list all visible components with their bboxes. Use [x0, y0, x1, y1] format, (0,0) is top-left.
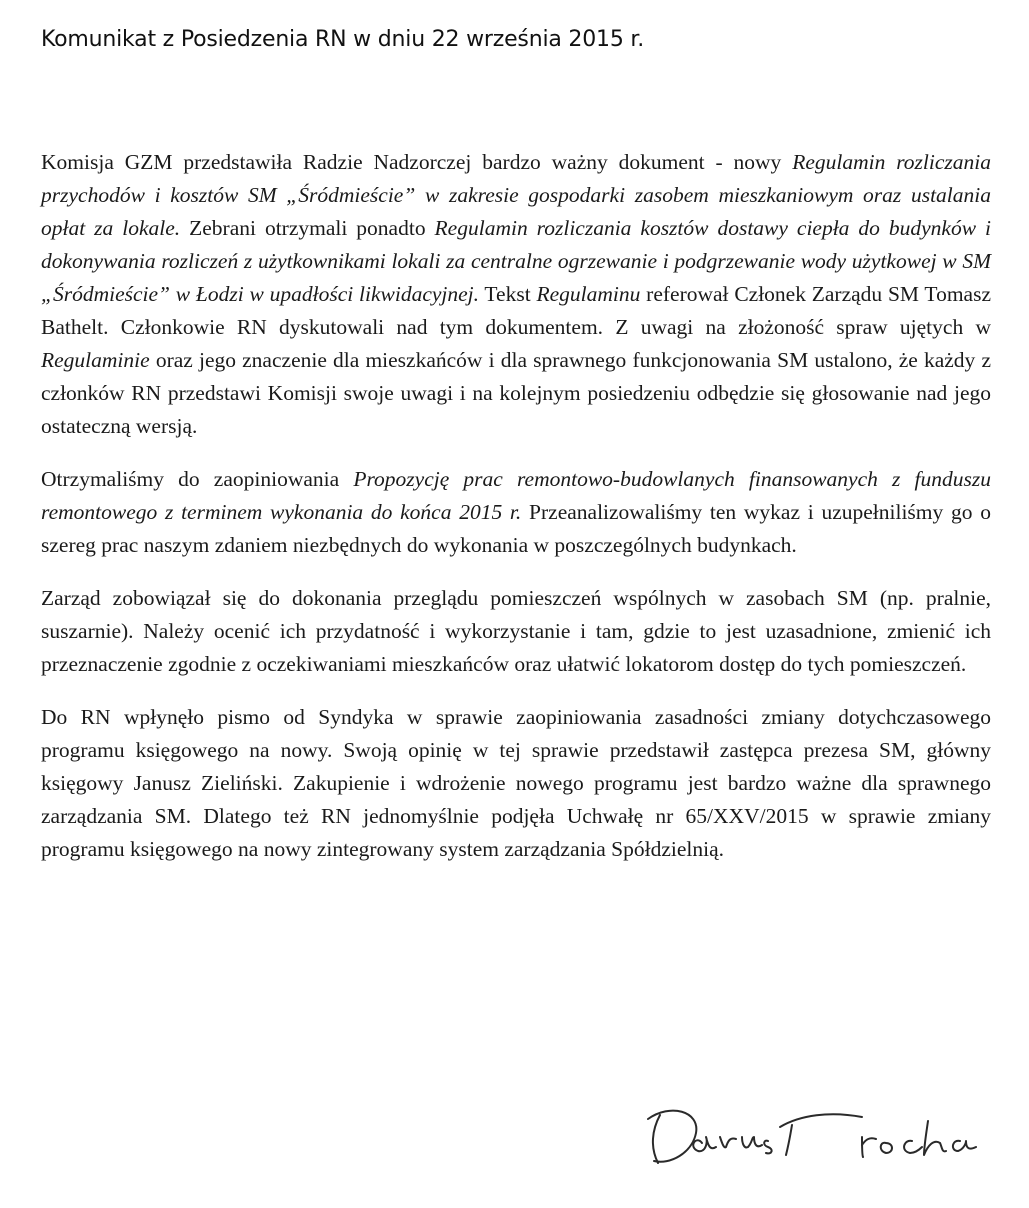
paragraph-text: Do RN wpłynęło pismo od Syndyka w sprawie zaopiniowania zasadności zmiany dotychczasowego programu księgowego na nowy. Swoją opinię w tej sprawie przedstawił zastępca prezesa SM, główny księgowy Janusz Zieliński. Zakupienie i wdrożenie nowego programu jest bardzo ważne dla sprawnego zarządzania SM. Dlatego też RN jednomyślnie podjęła Uchwałę nr 65/XXV/2015 w sprawie zmiany programu księgowego na nowy zintegrowany system zarządzania Spółdzielnią.	[41, 705, 991, 861]
paragraph	[41, 701, 991, 866]
italic-title-text: Regulaminie	[41, 348, 150, 372]
italic-title-text: Regulamin rozliczania przychodów i kosztów SM „Śródmieście” w zakresie gospodarki zasobem mieszkaniowym oraz ustalania opłat za lokale.	[41, 150, 991, 240]
page-title: Komunikat z Posiedzenia RN w dniu 22 września 2015 r.	[41, 27, 645, 52]
paragraph-text: referował Członek Zarządu SM Tomasz Bathelt. Członkowie RN dyskutowali nad tym dokumentem. Z uwagi na złożoność spraw ujętych w	[41, 282, 991, 339]
document-body	[41, 146, 991, 886]
handwritten-signature	[630, 1085, 990, 1175]
paragraph	[41, 582, 991, 681]
paragraph	[41, 146, 991, 443]
paragraph-text: Otrzymaliśmy do zaopiniowania	[41, 467, 354, 491]
paragraph-text: Zarząd zobowiązał się do dokonania przeglądu pomieszczeń wspólnych w zasobach SM (np. pralnie, suszarnie). Należy ocenić ich przydatność i wykorzystanie i tam, gdzie to jest uzasadnione, zmienić ich przeznaczenie zgodnie z oczekiwaniami mieszkańców oraz ułatwić lokatorom dostęp do tych pomieszczeń.	[41, 586, 991, 676]
paragraph	[41, 463, 991, 562]
paragraph-text: Przeanalizowaliśmy ten wykaz i uzupełniliśmy go o szereg prac naszym zdaniem niezbędnych do wykonania w poszczególnych budynkach.	[41, 500, 991, 557]
paragraph-text: Tekst	[479, 282, 537, 306]
italic-title-text: Regulamin rozliczania kosztów dostawy ciepła do budynków i dokonywania rozliczeń z użytkownikami lokali za centralne ogrzewanie i podgrzewanie wody użytkowej w SM „Śródmieście” w Łodzi w upadłości likwidacyjnej.	[41, 216, 991, 306]
paragraph-text: oraz jego znaczenie dla mieszkańców i dla sprawnego funkcjonowania SM ustalono, że każdy z członków RN przedstawi Komisji swoje uwagi i na kolejnym posiedzeniu odbędzie się głosowanie nad jego ostateczną wersją.	[41, 348, 991, 438]
italic-title-text: Regulaminu	[536, 282, 641, 306]
italic-title-text: Propozycję prac remontowo-budowlanych finansowanych z funduszu remontowego z terminem wykonania do końca 2015 r.	[41, 467, 992, 524]
paragraph-text: Komisja GZM przedstawiła Radzie Nadzorczej bardzo ważny dokument - nowy	[41, 150, 793, 174]
paragraph-text: Zebrani otrzymali ponadto	[180, 216, 435, 240]
